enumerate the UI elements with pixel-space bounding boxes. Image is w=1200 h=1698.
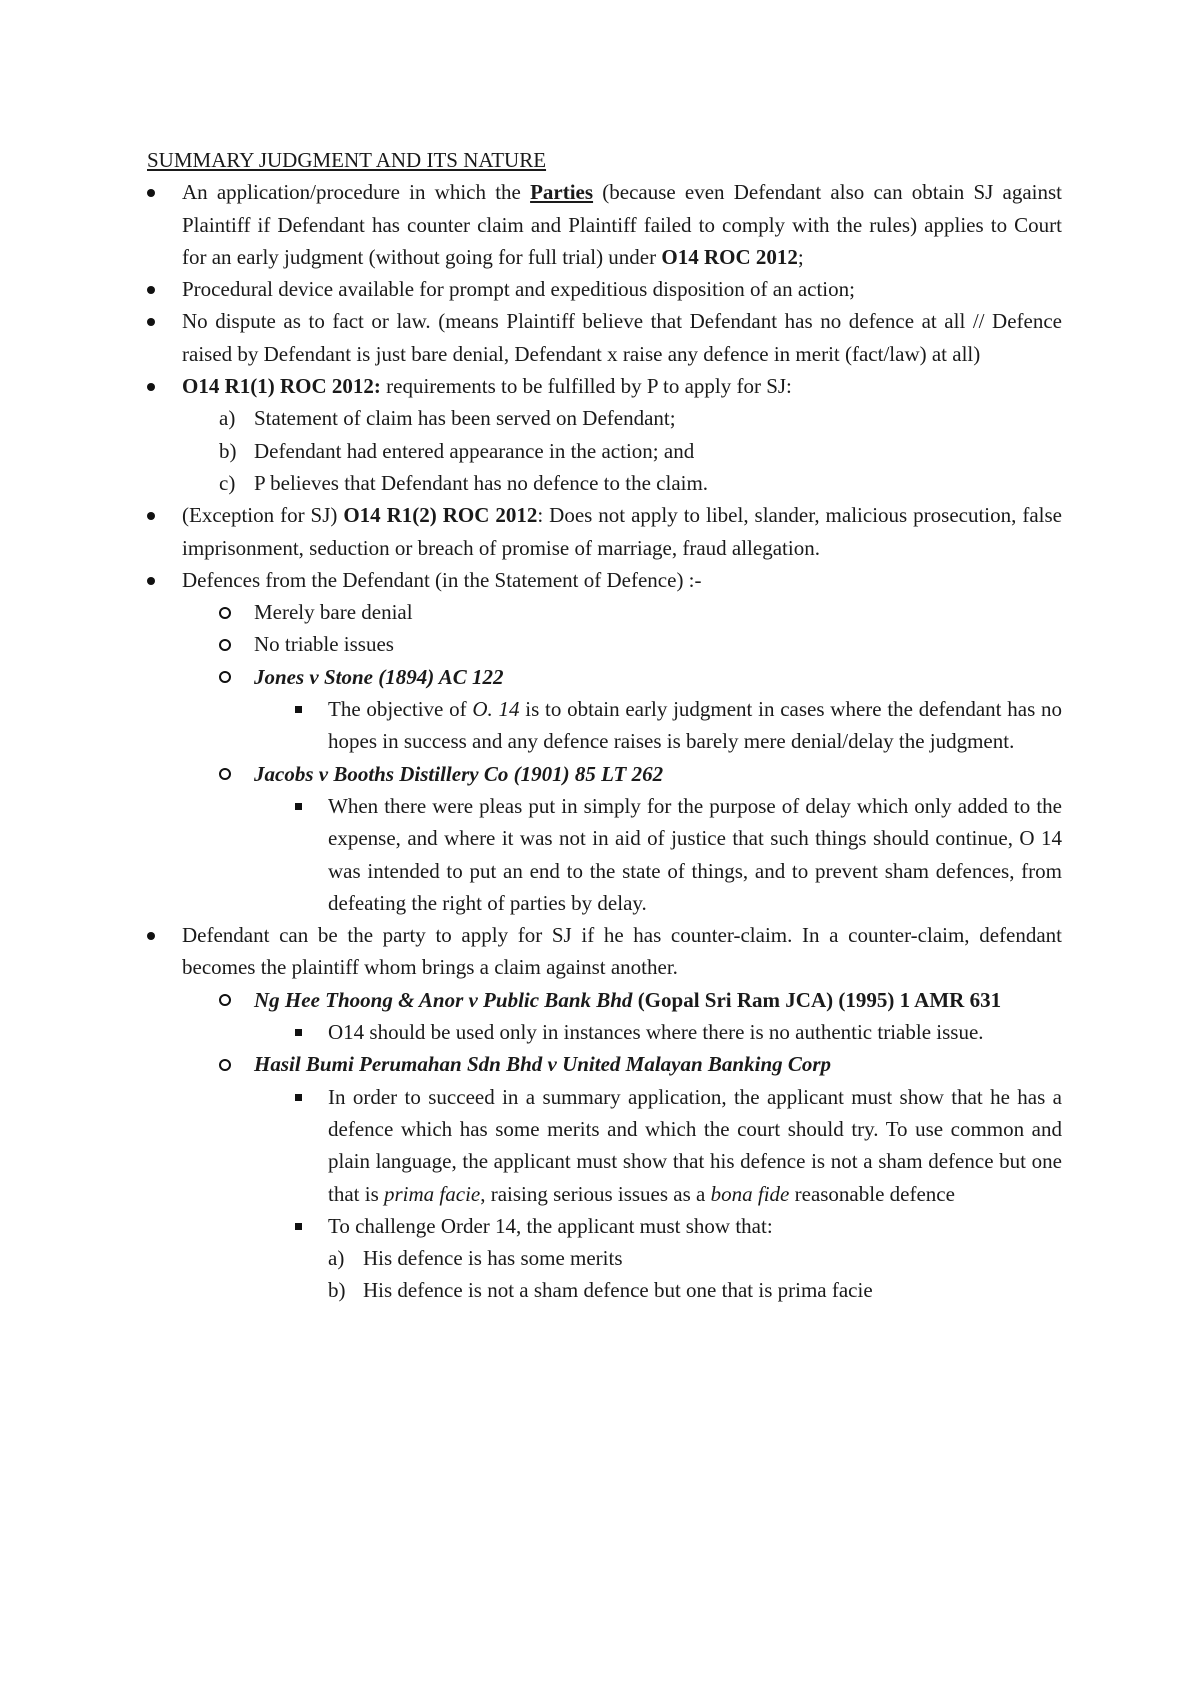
case-citation <box>147 1048 1062 1080</box>
case-reference: (Gopal Sri Ram JCA) (1995) 1 AMR 631 <box>632 987 1002 1012</box>
bullet-ring-icon <box>219 628 254 660</box>
list-item <box>147 435 1062 467</box>
list-marker: b) <box>219 438 237 463</box>
case-note <box>147 693 1062 758</box>
emphasis: bona fide <box>710 1181 790 1206</box>
bullet-square-icon <box>295 1016 328 1048</box>
case-note <box>147 1210 1062 1242</box>
list-item <box>147 467 1062 499</box>
case-name: Jacobs v Booths Distillery Co (1901) 85 LT 262 <box>254 761 664 786</box>
text: When there were pleas put in simply for the purpose of delay which only added to the expense, and where it was not in aid of justice that such things should continue, O 14 was intended to put an end to the state of things, and to prevent sham defences, from defeating the right of parties by delay. <box>328 793 1062 915</box>
list-item <box>147 1242 1062 1274</box>
list-marker: c) <box>219 470 236 495</box>
rule-reference: O14 R1(2) ROC 2012 <box>343 503 538 528</box>
text: P believes that Defendant has no defence to the claim. <box>254 470 709 495</box>
bullet-ring-icon <box>219 661 254 693</box>
text: Defences from the Defendant (in the Statement of Defence) :- <box>182 567 702 592</box>
text: ; <box>797 244 804 269</box>
sub-bullet-item <box>147 628 1062 660</box>
text: The objective of <box>328 697 473 722</box>
emphasis: prima facie <box>384 1181 481 1206</box>
rule-reference: O14 ROC 2012 <box>661 244 798 269</box>
bullet-ring-icon <box>219 1048 254 1080</box>
text: reasonable defence <box>789 1181 955 1206</box>
bullet-item-requirements <box>147 370 1062 402</box>
bullet-ring-icon <box>219 758 254 790</box>
text: is to obtain early judgment in cases where the defendant has no hopes in success and any defence raises is barely mere denial/delay the judgment. <box>328 697 1063 754</box>
bullet-item-counter-claim <box>147 919 1062 984</box>
text: An application/procedure in which the <box>182 180 531 205</box>
case-citation <box>147 758 1062 790</box>
bullet-dot-icon <box>147 564 182 596</box>
bullet-item-exception <box>147 499 1062 564</box>
text: (because even Defendant also can obtain SJ against Plaintiff if Defendant has counter claim and Plaintiff failed to comply with the rules) applies to Court for an early judgment (without going for full trial) under <box>182 180 1063 269</box>
text: His defence is not a sham defence but one that is prima facie <box>363 1278 873 1303</box>
case-note <box>147 1081 1062 1210</box>
bullet-dot-icon <box>147 499 182 531</box>
case-note <box>147 790 1062 919</box>
text: No dispute as to fact or law. (means Plaintiff believe that Defendant has no defence at all // Defence raised by Defendant is just bare denial, Defendant x raise any defence in merit (fact/law) at all) <box>182 309 1062 366</box>
bullet-ring-icon <box>219 984 254 1016</box>
text: Statement of claim has been served on Defendant; <box>254 406 676 431</box>
case-citation <box>147 661 1062 693</box>
bullet-square-icon <box>295 693 328 725</box>
rule-reference: O14 R1(1) ROC 2012: <box>182 374 381 399</box>
page-title: SUMMARY JUDGMENT AND ITS NATURE <box>147 148 547 172</box>
text: No triable issues <box>254 632 394 657</box>
text: His defence is has some merits <box>363 1246 623 1271</box>
list-marker: a) <box>219 406 236 431</box>
case-name: Jones v Stone (1894) AC 122 <box>254 664 504 689</box>
bullet-dot-icon <box>147 273 182 305</box>
bullet-item-procedural-device <box>147 273 1062 305</box>
bullet-square-icon <box>295 790 328 822</box>
text: : Does not apply to libel, slander, malicious prosecution, false imprisonment, seduction or breach of promise of marriage, fraud allegation. <box>182 503 1062 560</box>
text: To challenge Order 14, the applicant must show that: <box>328 1213 773 1238</box>
document-body <box>147 144 1062 1307</box>
emphasis-parties: Parties <box>530 180 594 205</box>
text: (Exception for SJ) <box>182 503 344 528</box>
text: O14 should be used only in instances where there is no authentic triable issue. <box>328 1020 984 1045</box>
text: Procedural device available for prompt and expeditious disposition of an action; <box>182 277 855 302</box>
text: Defendant had entered appearance in the action; and <box>254 438 695 463</box>
bullet-dot-icon <box>147 919 182 951</box>
text: Defendant can be the party to apply for SJ if he has counter-claim. In a counter-claim, defendant becomes the plaintiff whom brings a claim against another. <box>182 923 1062 980</box>
bullet-square-icon <box>295 1210 328 1242</box>
case-citation <box>147 984 1062 1016</box>
bullet-dot-icon <box>147 370 182 402</box>
text: requirements to be fulfilled by P to apply for SJ: <box>380 374 792 399</box>
bullet-dot-icon <box>147 305 182 337</box>
list-item <box>147 402 1062 434</box>
case-name: Hasil Bumi Perumahan Sdn Bhd v United Malayan Banking Corp <box>254 1052 832 1077</box>
bullet-square-icon <box>295 1081 328 1113</box>
list-item <box>147 1274 1062 1306</box>
text: , raising serious issues as a <box>480 1181 711 1206</box>
bullet-item-application <box>147 176 1062 273</box>
emphasis: O. 14 <box>472 697 520 722</box>
bullet-item-defences <box>147 564 1062 596</box>
bullet-dot-icon <box>147 176 182 208</box>
list-marker: a) <box>328 1246 345 1271</box>
bullet-item-no-dispute <box>147 305 1062 370</box>
case-note <box>147 1016 1062 1048</box>
sub-bullet-item <box>147 596 1062 628</box>
list-marker: b) <box>328 1278 346 1303</box>
case-name: Ng Hee Thoong & Anor v Public Bank Bhd <box>254 987 633 1012</box>
text: Merely bare denial <box>254 600 413 625</box>
bullet-ring-icon <box>219 596 254 628</box>
text: In order to succeed in a summary application, the applicant must show that he has a defence which has some merits and which the court should try. To use common and plain language, the applicant must show that his defence is not a sham defence but one that is <box>328 1084 1062 1206</box>
